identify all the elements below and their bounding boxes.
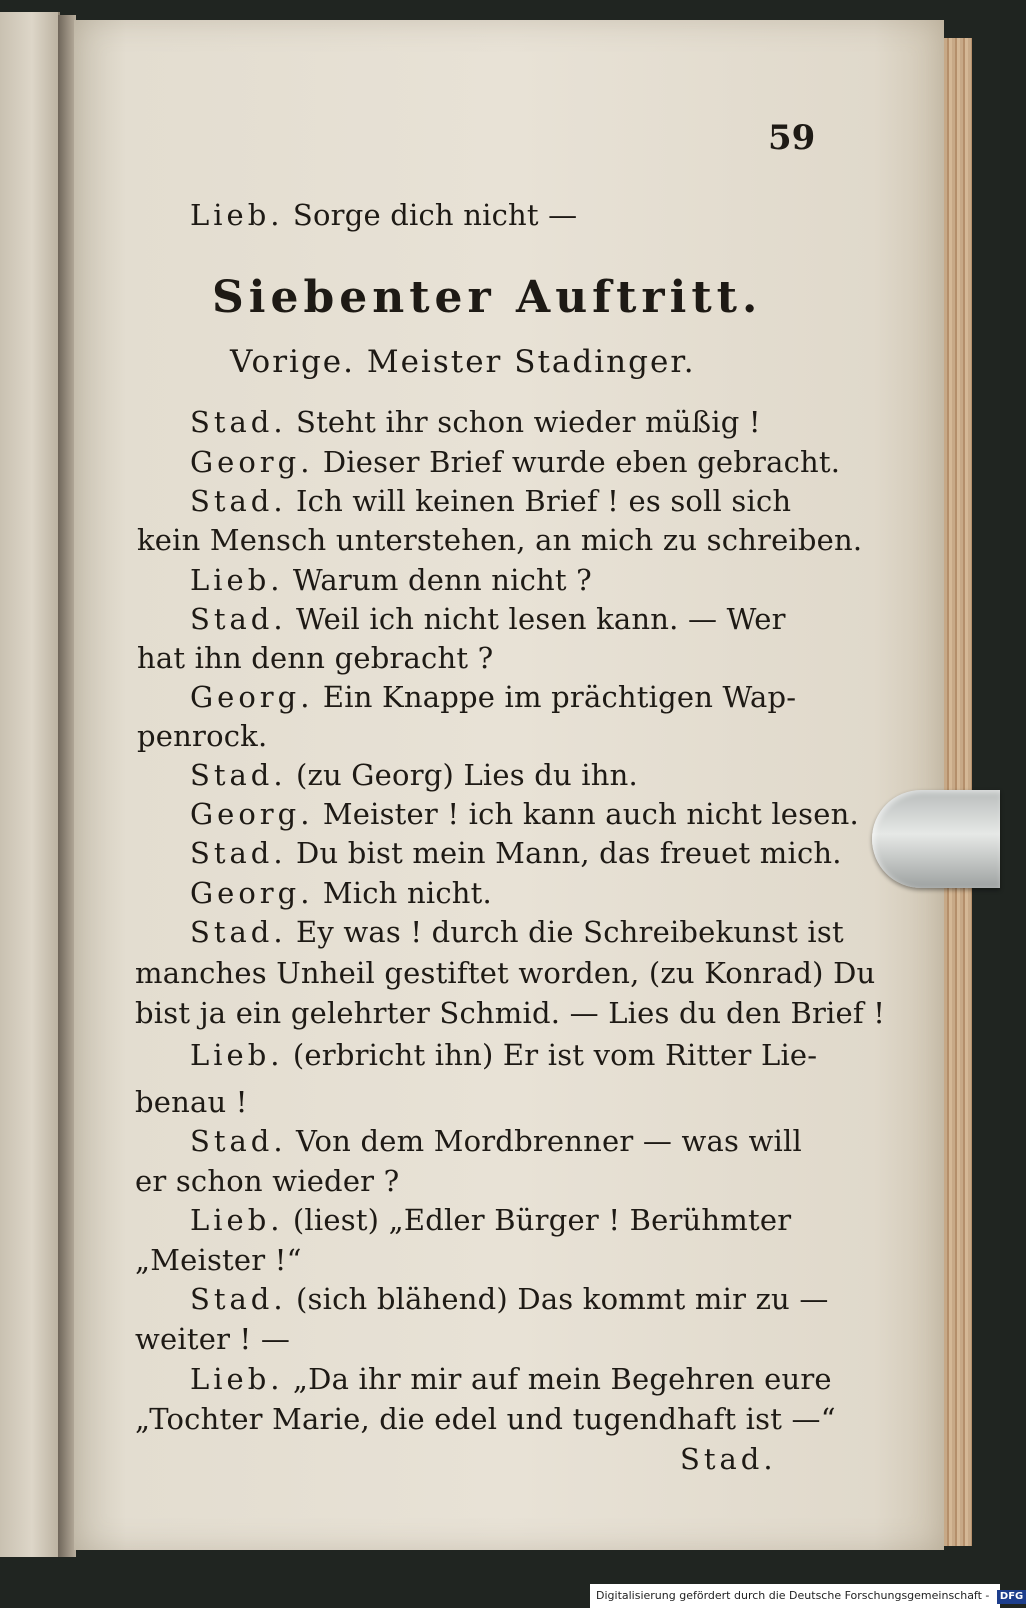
- speaker: Lieb.: [190, 1203, 284, 1237]
- speaker: Georg.: [190, 797, 314, 831]
- line-text: benau !: [135, 1085, 248, 1119]
- line-text: Ich will keinen Brief ! es soll sich: [296, 484, 792, 518]
- text-line: [190, 1282, 829, 1316]
- text-line: [190, 563, 592, 597]
- line-text: hat ihn denn gebracht ?: [137, 641, 494, 675]
- line-text: (erbricht ihn) Er ist vom Ritter Lie-: [292, 1038, 818, 1072]
- speaker: Stad.: [190, 1124, 287, 1158]
- text-line: [135, 996, 885, 1030]
- line-text: (liest) „Edler Bürger ! Berühmter: [292, 1203, 792, 1237]
- speaker: Georg.: [190, 876, 314, 910]
- line-text: weiter ! —: [135, 1322, 291, 1356]
- line-text: Warum denn nicht ?: [292, 563, 592, 597]
- digitization-credit: [590, 1584, 1024, 1608]
- speaker: Lieb.: [190, 563, 284, 597]
- speaker: Stad.: [190, 836, 287, 870]
- line-text: „Tochter Marie, die edel und tugendhaft ist —“: [135, 1402, 836, 1436]
- text-line: [137, 641, 493, 675]
- speaker: Stad.: [190, 758, 287, 792]
- speaker: Lieb.: [190, 1038, 284, 1072]
- scene-heading: Siebenter Auftritt.: [212, 272, 763, 323]
- left-page-edge: [0, 12, 60, 1557]
- speaker: Georg.: [190, 680, 314, 714]
- text-line: [190, 602, 786, 636]
- text-line: [190, 484, 791, 518]
- text-line: [190, 1203, 791, 1237]
- text-line: [135, 1402, 836, 1436]
- text-line: [190, 758, 638, 792]
- text-line: [190, 198, 577, 232]
- text-line: [190, 405, 761, 439]
- speaker: Stad.: [190, 484, 287, 518]
- line-text: Du bist mein Mann, das freuet mich.: [296, 836, 842, 870]
- scene-characters: Vorige. Meister Stadinger.: [230, 344, 696, 380]
- speaker: Lieb.: [190, 198, 284, 232]
- credit-text: Digitalisierung gefördert durch die Deutsche Forschungsgemeinschaft -: [596, 1589, 990, 1602]
- line-text: Von dem Mordbrenner — was will: [296, 1124, 802, 1158]
- line-text: „Meister !“: [135, 1243, 302, 1277]
- text-line: [135, 1085, 248, 1119]
- text-line: [190, 1362, 832, 1396]
- speaker: Lieb.: [190, 1362, 284, 1396]
- text-line: [190, 836, 842, 870]
- line-text: Ein Knappe im prächtigen Wap-: [322, 680, 797, 714]
- page-clip: [872, 790, 1000, 888]
- text-line: [135, 1322, 290, 1356]
- speaker: Stad.: [190, 915, 287, 949]
- line-text: Ey was ! durch die Schreibekunst ist: [296, 915, 844, 949]
- line-text: (zu Georg) Lies du ihn.: [296, 758, 638, 792]
- speaker: Stad.: [190, 1282, 287, 1316]
- speaker: Georg.: [190, 445, 314, 479]
- text-line: [137, 523, 862, 557]
- text-line: [135, 1164, 399, 1198]
- text-line: [190, 1038, 817, 1072]
- line-text: Mich nicht.: [322, 876, 492, 910]
- text-line: [190, 876, 492, 910]
- line-text: Sorge dich nicht —: [292, 198, 578, 232]
- line-text: bist ja ein gelehrter Schmid. — Lies du den Brief !: [135, 996, 886, 1030]
- text-line: [190, 1124, 802, 1158]
- text-line: [135, 956, 875, 990]
- text-line: [190, 915, 844, 949]
- text-line: [190, 680, 796, 714]
- speaker: Stad.: [190, 602, 287, 636]
- line-text: Steht ihr schon wieder müßig !: [296, 405, 761, 439]
- text-line: [190, 445, 840, 479]
- line-text: penrock.: [137, 719, 268, 753]
- text-line: [190, 797, 859, 831]
- dfg-logo: DFG: [997, 1590, 1026, 1604]
- line-text: (sich blähend) Das kommt mir zu —: [296, 1282, 829, 1316]
- line-text: „Da ihr mir auf mein Begehren eure: [292, 1362, 832, 1396]
- page-number: 59: [768, 118, 816, 158]
- text-line: [137, 719, 267, 753]
- line-text: Meister ! ich kann auch nicht lesen.: [322, 797, 859, 831]
- line-text: manches Unheil gestiftet worden, (zu Konrad) Du: [135, 956, 876, 990]
- catchword: Stad.: [680, 1442, 777, 1476]
- speaker: Stad.: [190, 405, 287, 439]
- line-text: kein Mensch unterstehen, an mich zu schreiben.: [137, 523, 863, 557]
- line-text: Dieser Brief wurde eben gebracht.: [322, 445, 841, 479]
- line-text: Weil ich nicht lesen kann. — Wer: [296, 602, 786, 636]
- text-line: [135, 1243, 302, 1277]
- line-text: er schon wieder ?: [135, 1164, 400, 1198]
